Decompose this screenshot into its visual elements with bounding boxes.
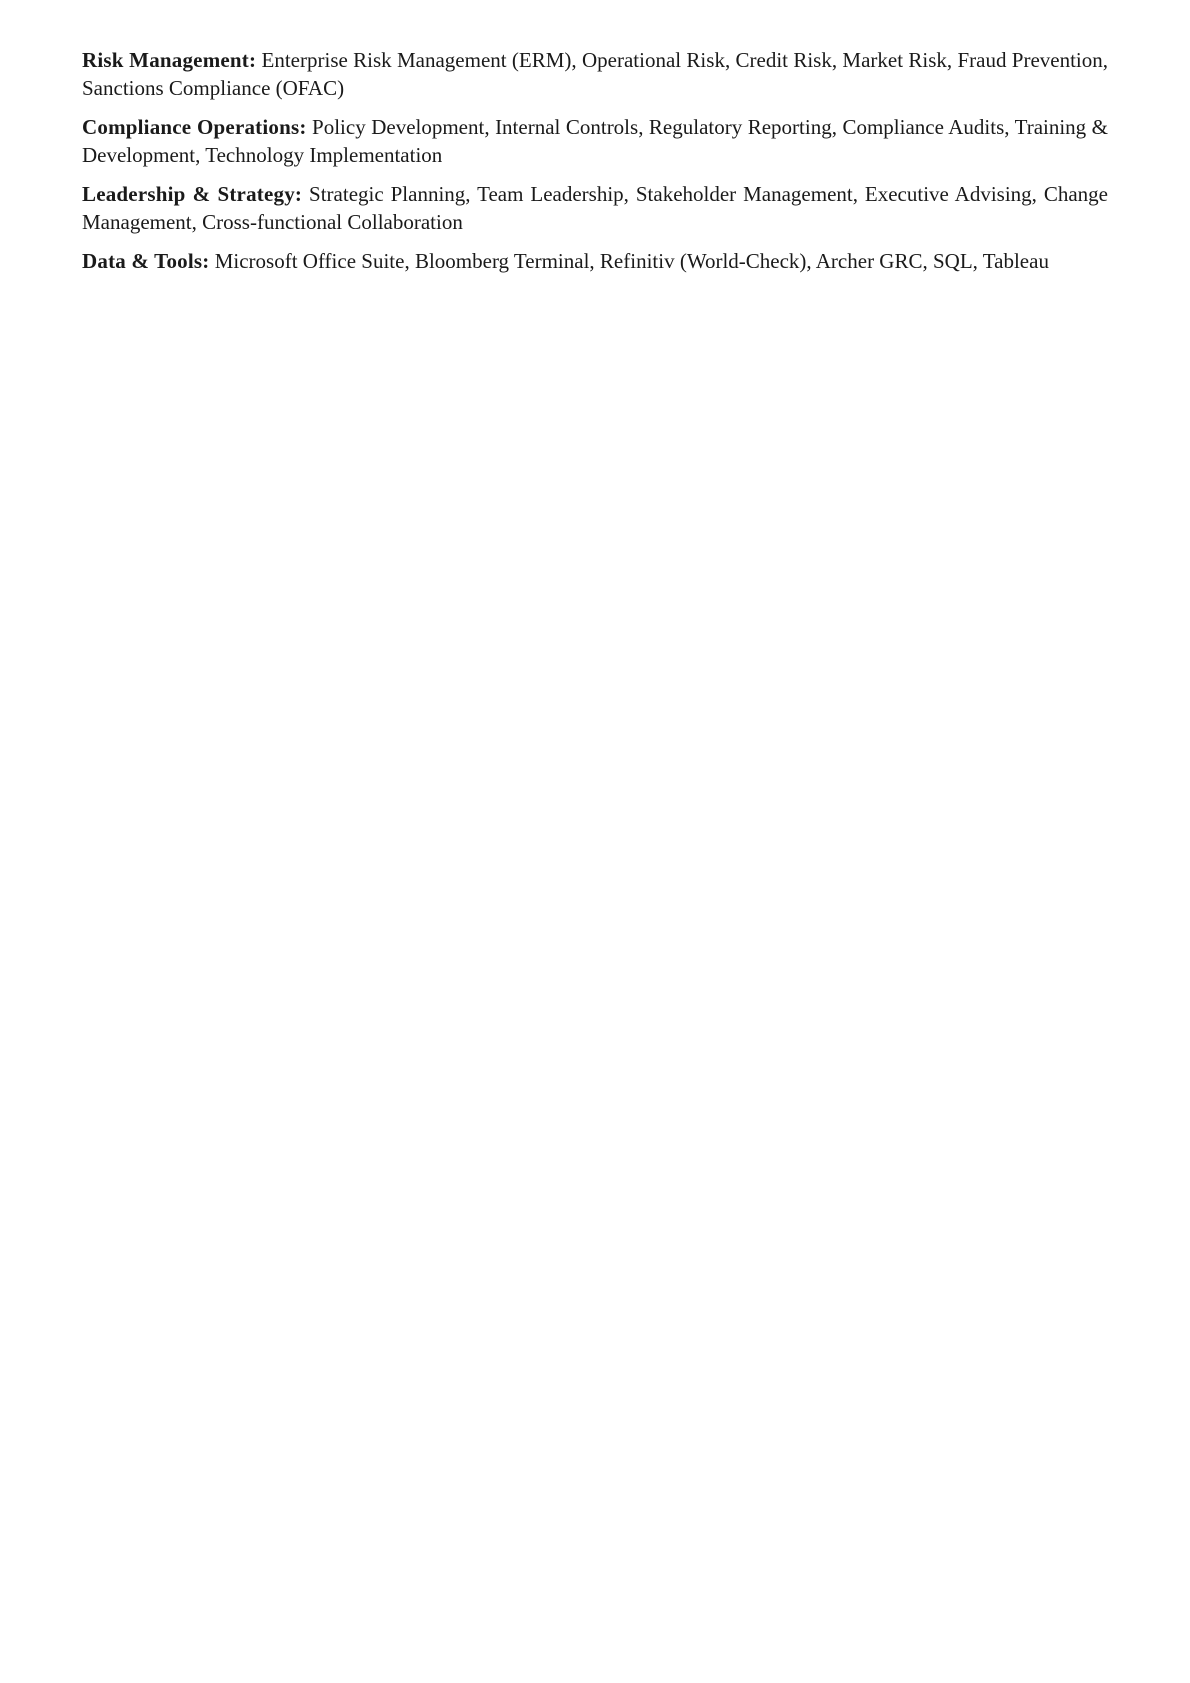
skill-category-items: Microsoft Office Suite, Bloomberg Terminal, Refinitiv (World-Check), Archer GRC, SQL, Tableau <box>214 249 1049 273</box>
skill-category-leadership-strategy <box>82 180 1108 236</box>
skill-category-risk-management <box>82 46 1108 102</box>
skill-category-items: Policy Development, Internal Controls, Regulatory Reporting, Compliance Audits, Training & Development, Technology Implementation <box>82 115 1109 167</box>
skill-category-items: Enterprise Risk Management (ERM), Operational Risk, Credit Risk, Market Risk, Fraud Prevention, Sanctions Compliance (OFAC) <box>82 48 1109 100</box>
skills-section <box>82 46 1108 286</box>
skill-category-data-tools <box>82 247 1108 275</box>
skill-category-label: Compliance Operations: <box>82 115 307 139</box>
skill-category-label: Risk Management: <box>82 48 257 72</box>
skill-category-items: Strategic Planning, Team Leadership, Stakeholder Management, Executive Advising, Change Management, Cross-functional Collaboration <box>82 182 1108 234</box>
skill-category-label: Leadership & Strategy: <box>82 182 303 206</box>
skill-category-compliance-operations <box>82 113 1108 169</box>
skill-category-label: Data & Tools: <box>82 249 210 273</box>
